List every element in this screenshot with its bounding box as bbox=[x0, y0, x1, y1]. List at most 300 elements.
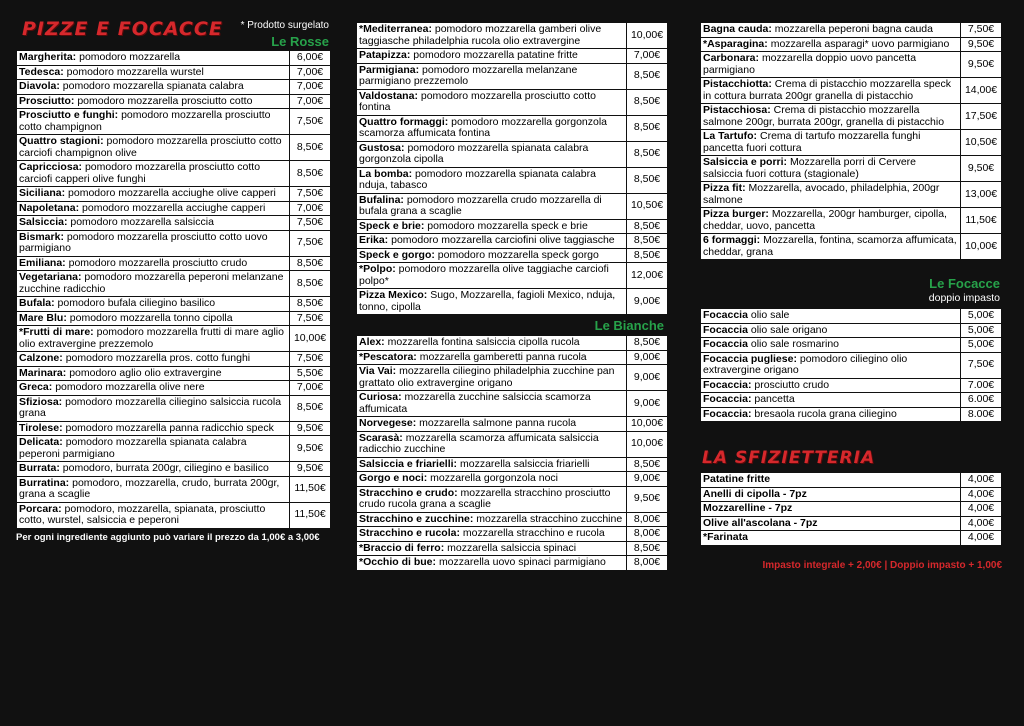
item-name: Mozzarelline - 7pz bbox=[703, 502, 793, 514]
menu-row bbox=[17, 65, 331, 80]
menu-item-cell bbox=[357, 167, 627, 193]
menu-row bbox=[701, 473, 1002, 488]
menu-row bbox=[701, 516, 1002, 531]
item-name: Focaccia bbox=[703, 323, 748, 336]
item-description: pomodoro mozzarella prosciutto cotto carciofi capperi olive funghi bbox=[19, 161, 261, 185]
item-name: Prosciutto e funghi: bbox=[19, 109, 119, 121]
item-price: 8,50€ bbox=[627, 541, 668, 556]
item-name: Bismark: bbox=[19, 230, 64, 243]
menu-row bbox=[357, 234, 668, 249]
menu-row bbox=[17, 230, 331, 256]
item-price: 17,50€ bbox=[961, 104, 1002, 130]
menu-item-cell bbox=[357, 263, 627, 289]
menu-item-cell bbox=[357, 512, 627, 527]
menu-row bbox=[357, 219, 668, 234]
impasto-note: Impasto integrale + 2,00€ | Doppio impasto + 1,00€ bbox=[762, 559, 1002, 571]
menu-row bbox=[701, 531, 1002, 546]
menu-item-cell bbox=[357, 289, 627, 315]
menu-item-cell bbox=[701, 393, 961, 408]
menu-item-cell bbox=[701, 473, 961, 488]
item-description: prosciutto crudo bbox=[754, 378, 830, 391]
item-description: pomodoro ciliegino olio extravergine origano bbox=[703, 352, 908, 376]
sfiz-table bbox=[700, 472, 1002, 546]
item-description: Crema di pistacchio mozzarella salmone 200gr, burrata 200gr, granella di pistacchio bbox=[703, 104, 945, 128]
item-description: pomodoro mozzarella tonno cipolla bbox=[69, 311, 233, 324]
item-description: pomodoro mozzarella acciughe olive capperi bbox=[68, 187, 276, 199]
menu-row bbox=[17, 187, 331, 202]
menu-row bbox=[701, 393, 1002, 408]
item-name: Curiosa: bbox=[359, 391, 402, 403]
item-description: mozzarella salmone panna rucola bbox=[419, 417, 577, 429]
menu-row bbox=[701, 407, 1002, 422]
menu-item-cell bbox=[17, 395, 290, 421]
item-name: Quattro stagioni: bbox=[19, 135, 104, 147]
item-name: Prosciutto: bbox=[19, 94, 75, 107]
item-name: Focaccia: bbox=[703, 393, 752, 405]
item-price: 7,50€ bbox=[961, 23, 1002, 38]
menu-row bbox=[357, 541, 668, 556]
item-price: 9,00€ bbox=[627, 350, 668, 365]
menu-row bbox=[17, 381, 331, 396]
menu-item-cell bbox=[17, 161, 290, 187]
item-description: Mozzarella, avocado, philadelphia, 200gr salmone bbox=[703, 182, 940, 206]
focacce-table bbox=[700, 308, 1002, 422]
item-description: pomodoro mozzarella olive nere bbox=[55, 381, 205, 393]
item-price: 8,50€ bbox=[627, 219, 668, 234]
menu-item-cell bbox=[357, 63, 627, 89]
item-name: *Frutti di mare: bbox=[19, 326, 94, 338]
item-price: 4,00€ bbox=[961, 502, 1002, 517]
menu-row bbox=[357, 89, 668, 115]
item-name: Emiliana: bbox=[19, 256, 66, 269]
item-description: mozzarella asparagi* uovo parmigiano bbox=[770, 37, 950, 50]
item-name: *Polpo: bbox=[359, 263, 396, 275]
item-price: 7,50€ bbox=[290, 352, 331, 367]
item-name: Burratina: bbox=[19, 476, 70, 489]
item-price: 5,00€ bbox=[961, 338, 1002, 353]
item-price: 4,00€ bbox=[961, 473, 1002, 488]
item-price: 7.00€ bbox=[961, 378, 1002, 393]
item-price: 8,50€ bbox=[290, 297, 331, 312]
item-name: Focaccia bbox=[703, 338, 748, 350]
item-description: pomodoro mozzarella prosciutto cotto bbox=[77, 94, 253, 107]
item-name: Stracchino e rucola: bbox=[359, 527, 460, 539]
item-name: *Pescatora: bbox=[359, 350, 417, 363]
item-description: mozzarella gamberetti panna rucola bbox=[419, 350, 587, 363]
item-name: Vegetariana: bbox=[19, 271, 82, 283]
item-name: 6 formaggi: bbox=[703, 234, 761, 246]
item-price: 7,50€ bbox=[290, 311, 331, 326]
item-name: Pizza Mexico: bbox=[359, 289, 428, 301]
item-price: 7,50€ bbox=[961, 352, 1002, 378]
menu-row bbox=[701, 487, 1002, 502]
menu-item-cell bbox=[357, 350, 627, 365]
menu-row bbox=[17, 109, 331, 135]
item-price: 7,50€ bbox=[290, 187, 331, 202]
item-name: Sfiziosa: bbox=[19, 395, 63, 408]
item-description: pomodoro mozzarella spianata calabra gorgonzola cipolla bbox=[359, 141, 589, 165]
item-price: 12,00€ bbox=[627, 263, 668, 289]
item-name: Patatine fritte bbox=[703, 473, 771, 485]
menu-item-cell bbox=[357, 365, 627, 391]
item-price: 10,50€ bbox=[961, 130, 1002, 156]
item-description: Mozzarella, fontina, scamorza affumicata, cheddar, grana bbox=[703, 234, 957, 258]
item-description: mozzarella uovo spinaci parmigiano bbox=[438, 556, 606, 568]
menu-row bbox=[701, 78, 1002, 104]
item-price: 4,00€ bbox=[961, 516, 1002, 531]
item-name: Focaccia: bbox=[703, 407, 752, 420]
menu-item-cell bbox=[17, 65, 290, 80]
item-name: Napoletana: bbox=[19, 201, 80, 214]
menu-row bbox=[357, 365, 668, 391]
menu-item-cell bbox=[17, 187, 290, 202]
menu-item-cell bbox=[701, 407, 961, 422]
menu-item-cell bbox=[701, 309, 961, 324]
item-price: 8,50€ bbox=[627, 167, 668, 193]
menu-row bbox=[17, 311, 331, 326]
item-price: 7,00€ bbox=[290, 80, 331, 95]
item-price: 8,50€ bbox=[627, 248, 668, 263]
menu-row bbox=[17, 421, 331, 436]
item-name: Pizza burger: bbox=[703, 208, 769, 220]
menu-row bbox=[17, 326, 331, 352]
item-name: Marinara: bbox=[19, 366, 67, 379]
menu-row bbox=[357, 512, 668, 527]
menu-item-cell bbox=[701, 234, 961, 260]
menu-item-cell bbox=[357, 89, 627, 115]
menu-item-cell bbox=[357, 486, 627, 512]
menu-item-cell bbox=[17, 311, 290, 326]
item-description: pomodoro mozzarella frutti di mare aglio olio extravergine prezzemolo bbox=[19, 326, 284, 350]
item-name: Valdostana: bbox=[359, 89, 418, 102]
item-price: 8,50€ bbox=[627, 115, 668, 141]
menu-item-cell bbox=[701, 516, 961, 531]
menu-item-cell bbox=[17, 297, 290, 312]
menu-row bbox=[357, 63, 668, 89]
item-name: Salsiccia: bbox=[19, 216, 68, 228]
item-description: mozzarella peperoni bagna cauda bbox=[774, 23, 933, 35]
menu-row bbox=[701, 378, 1002, 393]
item-price: 8,50€ bbox=[627, 89, 668, 115]
menu-row bbox=[357, 289, 668, 315]
item-description: pomodoro, burrata 200gr, ciliegino e basilico bbox=[62, 462, 269, 474]
item-price: 13,00€ bbox=[961, 182, 1002, 208]
rosse-table bbox=[16, 50, 331, 529]
item-name: *Farinata bbox=[703, 531, 748, 543]
item-name: Calzone: bbox=[19, 352, 63, 364]
menu-item-cell bbox=[701, 352, 961, 378]
item-price: 7,00€ bbox=[627, 49, 668, 64]
item-name: Bufalina: bbox=[359, 193, 404, 206]
item-description: pomodoro mozzarella carciofini olive taggiasche bbox=[391, 234, 615, 246]
menu-item-cell bbox=[701, 104, 961, 130]
menu-item-cell bbox=[701, 23, 961, 38]
item-description: pomodoro mozzarella speck e brie bbox=[427, 219, 588, 232]
menu-row bbox=[17, 161, 331, 187]
item-price: 8,50€ bbox=[627, 336, 668, 351]
item-description: pomodoro mozzarella pros. cotto funghi bbox=[65, 352, 251, 364]
item-price: 6,00€ bbox=[290, 51, 331, 66]
item-name: *Mediterranea: bbox=[359, 23, 432, 35]
menu-item-cell bbox=[17, 230, 290, 256]
item-name: Erika: bbox=[359, 234, 389, 246]
item-price: 8,50€ bbox=[290, 135, 331, 161]
item-name: La Tartufo: bbox=[703, 130, 758, 142]
menu-row bbox=[701, 352, 1002, 378]
item-name: Focaccia bbox=[703, 309, 748, 321]
item-price: 9,50€ bbox=[961, 156, 1002, 182]
item-price: 7,50€ bbox=[290, 109, 331, 135]
menu-row bbox=[701, 52, 1002, 78]
item-price: 11,50€ bbox=[290, 476, 331, 502]
item-price: 9,50€ bbox=[961, 37, 1002, 52]
item-price: 10,00€ bbox=[290, 326, 331, 352]
menu-item-cell bbox=[17, 94, 290, 109]
item-name: Margherita: bbox=[19, 51, 77, 63]
item-price: 7,00€ bbox=[290, 381, 331, 396]
menu-row bbox=[357, 417, 668, 432]
menu-item-cell bbox=[357, 431, 627, 457]
menu-item-cell bbox=[701, 78, 961, 104]
menu-row bbox=[357, 336, 668, 351]
item-name: Alex: bbox=[359, 336, 385, 348]
menu-row bbox=[357, 527, 668, 542]
menu-row bbox=[357, 556, 668, 571]
item-description: mozzarella scamorza affumicata salsiccia radicchio zucchine bbox=[359, 431, 599, 455]
menu-row bbox=[17, 436, 331, 462]
menu-row bbox=[701, 502, 1002, 517]
item-name: Bagna cauda: bbox=[703, 23, 772, 35]
item-price: 5,00€ bbox=[961, 309, 1002, 324]
item-price: 8.00€ bbox=[961, 407, 1002, 422]
menu-row bbox=[17, 135, 331, 161]
menu-item-cell bbox=[701, 323, 961, 338]
item-description: mozzarella stracchino zucchine bbox=[476, 512, 623, 525]
menu-item-cell bbox=[357, 219, 627, 234]
menu-row bbox=[17, 201, 331, 216]
item-description: pomodoro mozzarella spianata calabra peperoni parmigiano bbox=[19, 436, 247, 460]
item-description: pomodoro mozzarella ciliegino salsiccia rucola grana bbox=[19, 395, 282, 419]
item-price: 6.00€ bbox=[961, 393, 1002, 408]
item-name: Olive all'ascolana - 7pz bbox=[703, 516, 818, 529]
item-description: pomodoro mozzarella speck gorgo bbox=[437, 248, 599, 261]
item-price: 9,00€ bbox=[627, 472, 668, 487]
menu-item-cell bbox=[17, 352, 290, 367]
item-name: Patapizza: bbox=[359, 49, 411, 61]
menu-row bbox=[357, 141, 668, 167]
item-price: 9,00€ bbox=[627, 365, 668, 391]
column-pizze bbox=[16, 0, 331, 543]
bianche-subtitle: Le Bianche bbox=[594, 318, 664, 333]
item-description: pomodoro, mozzarella, spianata, prosciutto cotto, wurstel, salsiccia e peperoni bbox=[19, 502, 266, 526]
menu-item-cell bbox=[17, 271, 290, 297]
item-name: Speck e brie: bbox=[359, 219, 425, 232]
item-name: Gustosa: bbox=[359, 141, 405, 154]
menu-row bbox=[701, 323, 1002, 338]
item-description: olio sale origano bbox=[750, 323, 828, 336]
item-price: 9,50€ bbox=[290, 436, 331, 462]
item-name: Parmigiana: bbox=[359, 63, 420, 76]
pizze-header bbox=[16, 0, 331, 49]
item-description: Sugo, Mozzarella, fagioli Mexico, nduja, tonno, cipolla bbox=[359, 289, 616, 313]
item-description: pomodoro bufala ciliegino basilico bbox=[57, 297, 216, 309]
item-name: Scarasà: bbox=[359, 431, 403, 444]
menu-row bbox=[17, 256, 331, 271]
item-description: pomodoro mozzarella crudo mozzarella di bufala grana a scaglie bbox=[359, 193, 602, 217]
menu-item-cell bbox=[357, 115, 627, 141]
item-description: pomodoro aglio olio extravergine bbox=[69, 366, 222, 379]
menu-item-cell bbox=[17, 135, 290, 161]
item-price: 10,50€ bbox=[627, 193, 668, 219]
menu-item-cell bbox=[357, 234, 627, 249]
item-name: *Braccio di ferro: bbox=[359, 541, 445, 554]
item-description: Crema di tartufo mozzarella funghi pancetta fuori cottura bbox=[703, 130, 921, 154]
menu-item-cell bbox=[357, 193, 627, 219]
item-name: Focaccia: bbox=[703, 378, 752, 391]
menu-row bbox=[17, 395, 331, 421]
item-name: Salsiccia e porri: bbox=[703, 156, 788, 168]
menu-item-cell bbox=[17, 476, 290, 502]
menu-row bbox=[357, 248, 668, 263]
item-price: 9,50€ bbox=[290, 462, 331, 477]
menu-item-cell bbox=[357, 336, 627, 351]
item-description: pomodoro mozzarella spianata calabra nduja, tabasco bbox=[359, 167, 596, 191]
item-description: Crema di pistacchio mozzarella speck in cottura burrata 200gr granella di pistacchio bbox=[703, 78, 952, 102]
menu-item-cell bbox=[357, 391, 627, 417]
menu-item-cell bbox=[357, 49, 627, 64]
menu-item-cell bbox=[357, 248, 627, 263]
menu-row bbox=[357, 49, 668, 64]
menu-row bbox=[701, 309, 1002, 324]
menu-row bbox=[701, 182, 1002, 208]
menu-row bbox=[701, 37, 1002, 52]
item-price: 9,50€ bbox=[290, 421, 331, 436]
specials-table bbox=[356, 22, 668, 315]
menu-item-cell bbox=[357, 417, 627, 432]
item-description: mozzarella salsiccia friarielli bbox=[459, 457, 590, 470]
menu-row bbox=[357, 472, 668, 487]
item-description: pomodoro, mozzarella, crudo, burrata 200gr, grana a scaglie bbox=[19, 476, 280, 500]
item-price: 11,50€ bbox=[961, 208, 1002, 234]
item-name: Stracchino e crudo: bbox=[359, 486, 458, 499]
menu-row bbox=[701, 338, 1002, 353]
item-description: pomodoro mozzarella gamberi olive taggiasche philadelphia rucola olio extravergine bbox=[359, 23, 602, 47]
item-name: Bufala: bbox=[19, 297, 55, 309]
item-price: 7,00€ bbox=[290, 65, 331, 80]
menu-row bbox=[357, 167, 668, 193]
item-name: Greca: bbox=[19, 381, 53, 393]
item-price: 9,00€ bbox=[627, 289, 668, 315]
item-price: 7,50€ bbox=[290, 230, 331, 256]
item-price: 4,00€ bbox=[961, 487, 1002, 502]
menu-item-cell bbox=[357, 141, 627, 167]
item-description: pomodoro mozzarella peperoni melanzane zucchine radicchio bbox=[19, 271, 284, 295]
menu-item-cell bbox=[701, 338, 961, 353]
menu-item-cell bbox=[17, 256, 290, 271]
item-price: 8,50€ bbox=[627, 63, 668, 89]
item-description: pomodoro mozzarella bbox=[79, 51, 181, 63]
item-name: *Asparagina: bbox=[703, 37, 768, 50]
item-description: pomodoro mozzarella prosciutto crudo bbox=[68, 256, 248, 269]
menu-item-cell bbox=[701, 130, 961, 156]
menu-item-cell bbox=[17, 80, 290, 95]
focacce-title: Le Focacce bbox=[929, 276, 1000, 291]
menu-item-cell bbox=[357, 527, 627, 542]
menu-row bbox=[701, 23, 1002, 38]
menu-item-cell bbox=[357, 457, 627, 472]
item-description: mozzarella gorgonzola noci bbox=[430, 472, 558, 484]
menu-item-cell bbox=[17, 421, 290, 436]
focacce-header bbox=[700, 260, 1002, 308]
item-description: pomodoro mozzarella gorgonzola scamorza affumicata fontina bbox=[359, 115, 608, 139]
item-price: 7,50€ bbox=[290, 216, 331, 231]
item-description: pomodoro mozzarella wurstel bbox=[66, 65, 204, 78]
rosse-subtitle: Le Rosse bbox=[271, 34, 329, 49]
menu-item-cell bbox=[17, 381, 290, 396]
frozen-note: * Prodotto surgelato bbox=[240, 20, 329, 31]
item-price: 9,00€ bbox=[627, 391, 668, 417]
menu-row bbox=[701, 156, 1002, 182]
focacce-subtitle: doppio impasto bbox=[928, 292, 1000, 304]
menu-row bbox=[357, 391, 668, 417]
item-name: Pistacchiotta: bbox=[703, 78, 772, 90]
item-name: Carbonara: bbox=[703, 52, 760, 64]
menu-item-cell bbox=[17, 462, 290, 477]
menu-item-cell bbox=[17, 201, 290, 216]
item-description: pomodoro mozzarella prosciutto cotto champignon bbox=[19, 109, 271, 133]
item-name: Anelli di cipolla - 7pz bbox=[703, 487, 807, 500]
item-name: La bomba: bbox=[359, 167, 413, 180]
menu-row bbox=[357, 263, 668, 289]
sfiz-title: LA SFIZIETTERIA bbox=[702, 448, 876, 468]
menu-item-cell bbox=[17, 109, 290, 135]
menu-item-cell bbox=[701, 378, 961, 393]
menu-row bbox=[17, 502, 331, 528]
menu-item-cell bbox=[701, 52, 961, 78]
item-name: Focaccia pugliese: bbox=[703, 352, 797, 365]
menu-row bbox=[17, 352, 331, 367]
item-price: 8,00€ bbox=[627, 556, 668, 571]
menu-item-cell bbox=[357, 541, 627, 556]
item-price: 14,00€ bbox=[961, 78, 1002, 104]
item-price: 4,00€ bbox=[961, 531, 1002, 546]
menu-item-cell bbox=[701, 531, 961, 546]
item-price: 8,50€ bbox=[627, 234, 668, 249]
item-description: olio sale bbox=[750, 309, 790, 321]
item-description: pomodoro mozzarella spianata calabra bbox=[62, 80, 244, 92]
item-price: 9,50€ bbox=[961, 52, 1002, 78]
item-description: pomodoro mozzarella prosciutto cotto uovo parmigiano bbox=[19, 230, 268, 254]
item-name: Stracchino e zucchine: bbox=[359, 512, 474, 525]
menu-item-cell bbox=[701, 182, 961, 208]
menu-row bbox=[357, 23, 668, 49]
item-description: mozzarella salsiccia spinaci bbox=[447, 541, 577, 554]
menu-row bbox=[17, 216, 331, 231]
item-description: mozzarella stracchino prosciutto crudo rucola grana a scaglie bbox=[359, 486, 611, 510]
item-name: Tirolese: bbox=[19, 421, 63, 434]
item-price: 7,00€ bbox=[290, 94, 331, 109]
pizze-title: PIZZE E FOCACCE bbox=[22, 18, 223, 40]
item-description: mozzarella stracchino e rucola bbox=[462, 527, 605, 539]
item-name: Mare Blu: bbox=[19, 311, 67, 324]
item-description: mozzarella ciliegino philadelphia zucchine pan grattato olio extravergine origano bbox=[359, 365, 615, 389]
menu-item-cell bbox=[17, 436, 290, 462]
item-description: pomodoro mozzarella panna radicchio speck bbox=[65, 421, 274, 434]
bianche-table bbox=[356, 335, 668, 571]
menu-item-cell bbox=[357, 472, 627, 487]
menu-item-cell bbox=[701, 487, 961, 502]
item-description: pomodoro mozzarella acciughe capperi bbox=[82, 201, 266, 214]
